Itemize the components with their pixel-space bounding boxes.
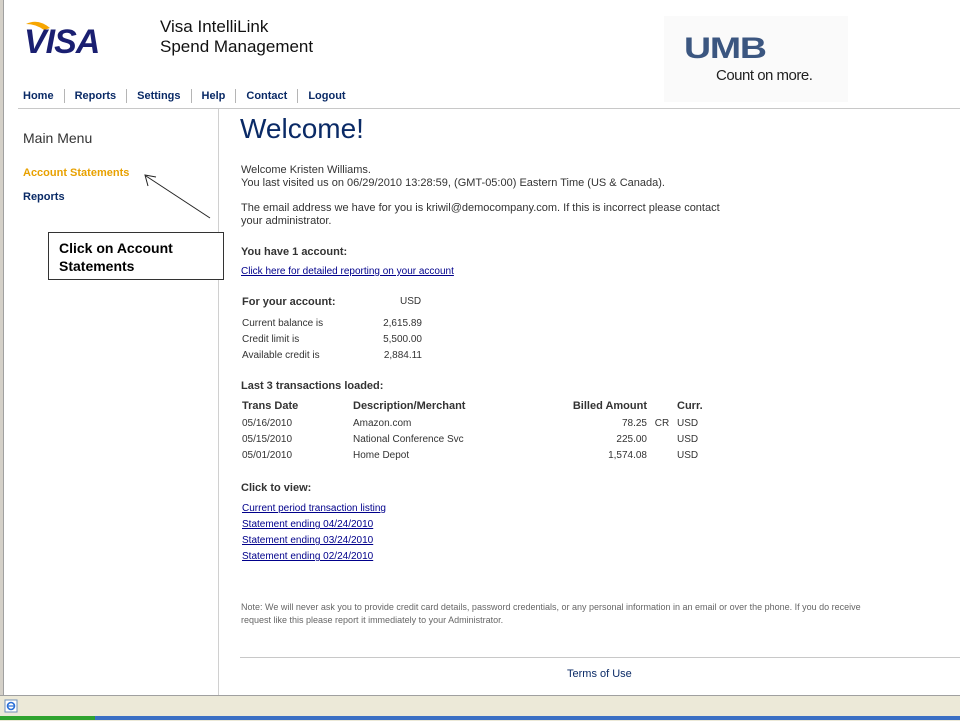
- account-count-heading: You have 1 account:: [241, 246, 348, 258]
- tx-amount: 225.00: [616, 434, 647, 445]
- email-notice: The email address we have for you is kriwil@democompany.com. If this is incorrect please contact your administrator.: [241, 202, 720, 227]
- col-description: Description/Merchant: [353, 400, 466, 412]
- current-balance-label: Current balance is: [242, 318, 324, 329]
- tx-desc: Home Depot: [353, 450, 410, 461]
- credit-limit-value: 5,500.00: [383, 334, 422, 345]
- welcome-name: Welcome Kristen Williams.: [241, 164, 371, 176]
- table-row: [242, 418, 707, 434]
- ie-page-icon: [4, 699, 18, 713]
- umb-logo-wordmark: UMB: [684, 32, 766, 65]
- footer-divider: [240, 657, 960, 658]
- nav-help[interactable]: Help: [197, 89, 237, 103]
- security-note-line2: request like this please report it immediately to your Administrator.: [241, 615, 504, 625]
- transactions-table: [242, 400, 707, 466]
- statement-link-0424[interactable]: Statement ending 04/24/2010: [242, 519, 374, 530]
- security-note: [241, 601, 960, 627]
- available-credit-value: 2,884.11: [383, 350, 422, 361]
- security-note-line1: Note: We will never ask you to provide credit card details, password credentials, or any personal information in an email or over the phone. If you do receive: [241, 602, 861, 612]
- nav-settings[interactable]: Settings: [132, 89, 191, 103]
- click-to-view-heading: Click to view:: [241, 482, 312, 494]
- detailed-reporting-link[interactable]: Click here for detailed reporting on your account: [241, 266, 454, 277]
- nav-home[interactable]: Home: [18, 89, 65, 103]
- table-header-row: [242, 400, 707, 418]
- callout-arrow: [140, 170, 215, 222]
- available-credit-label: Available credit is: [242, 350, 320, 361]
- visa-logo: [24, 20, 120, 56]
- tx-cr: CR: [654, 418, 670, 429]
- nav-divider: [18, 108, 960, 109]
- tx-date: 05/16/2010: [242, 418, 293, 429]
- current-balance-value: 2,615.89: [383, 318, 422, 329]
- window-frame-left: [0, 0, 4, 695]
- tx-date: 05/15/2010: [242, 434, 293, 445]
- tx-amount: 78.25: [621, 418, 647, 429]
- nav-contact[interactable]: Contact: [241, 89, 298, 103]
- col-currency: Curr.: [677, 400, 703, 412]
- app-title: [160, 17, 313, 57]
- tx-desc: National Conference Svc: [353, 434, 464, 445]
- nav-logout[interactable]: Logout: [308, 90, 346, 102]
- taskbar-strip: [0, 716, 960, 720]
- welcome-message: [241, 164, 761, 190]
- last-visit-text: You last visited us on 06/29/2010 13:28:59, (GMT-05:00) Eastern Time (US & Canada).: [241, 177, 665, 189]
- tx-currency: USD: [677, 450, 699, 461]
- table-row: [242, 434, 707, 450]
- transactions-heading: Last 3 transactions loaded:: [241, 380, 384, 392]
- umb-tagline: Count on more.: [716, 67, 813, 84]
- sidebar-item-reports[interactable]: Reports: [23, 191, 65, 203]
- tx-currency: USD: [677, 434, 699, 445]
- app-title-line1: Visa IntelliLink: [160, 17, 269, 36]
- start-button-strip[interactable]: [0, 716, 95, 720]
- sidebar-divider: [218, 109, 219, 695]
- table-row: [242, 450, 707, 466]
- nav-reports[interactable]: Reports: [70, 89, 128, 103]
- col-trans-date: Trans Date: [242, 400, 299, 412]
- col-billed-amount: Billed Amount: [572, 400, 647, 412]
- terms-of-use-link[interactable]: Terms of Use: [567, 668, 632, 680]
- page-title: Welcome!: [240, 113, 364, 144]
- top-nav: [18, 88, 361, 104]
- tx-amount: 1,574.08: [608, 450, 647, 461]
- tx-cr: [647, 450, 677, 466]
- app-title-line2: Spend Management: [160, 37, 314, 56]
- account-currency: USD: [400, 296, 422, 307]
- tx-date: 05/01/2010: [242, 450, 293, 461]
- current-period-listing-link[interactable]: Current period transaction listing: [242, 503, 386, 514]
- credit-limit-label: Credit limit is: [242, 334, 300, 345]
- tx-desc: Amazon.com: [353, 418, 412, 429]
- svg-text:VISA: VISA: [24, 23, 100, 56]
- instruction-callout: Click on Account Statements: [48, 232, 224, 280]
- col-cr: [647, 400, 677, 418]
- statement-link-0324[interactable]: Statement ending 03/24/2010: [242, 535, 374, 546]
- statement-link-0224[interactable]: Statement ending 02/24/2010: [242, 551, 374, 562]
- sidebar-item-account-statements[interactable]: Account Statements: [23, 167, 130, 179]
- main-menu-title: Main Menu: [23, 130, 93, 146]
- for-account-label: For your account:: [242, 296, 336, 308]
- tx-cr: [647, 434, 677, 450]
- tx-currency: USD: [677, 418, 699, 429]
